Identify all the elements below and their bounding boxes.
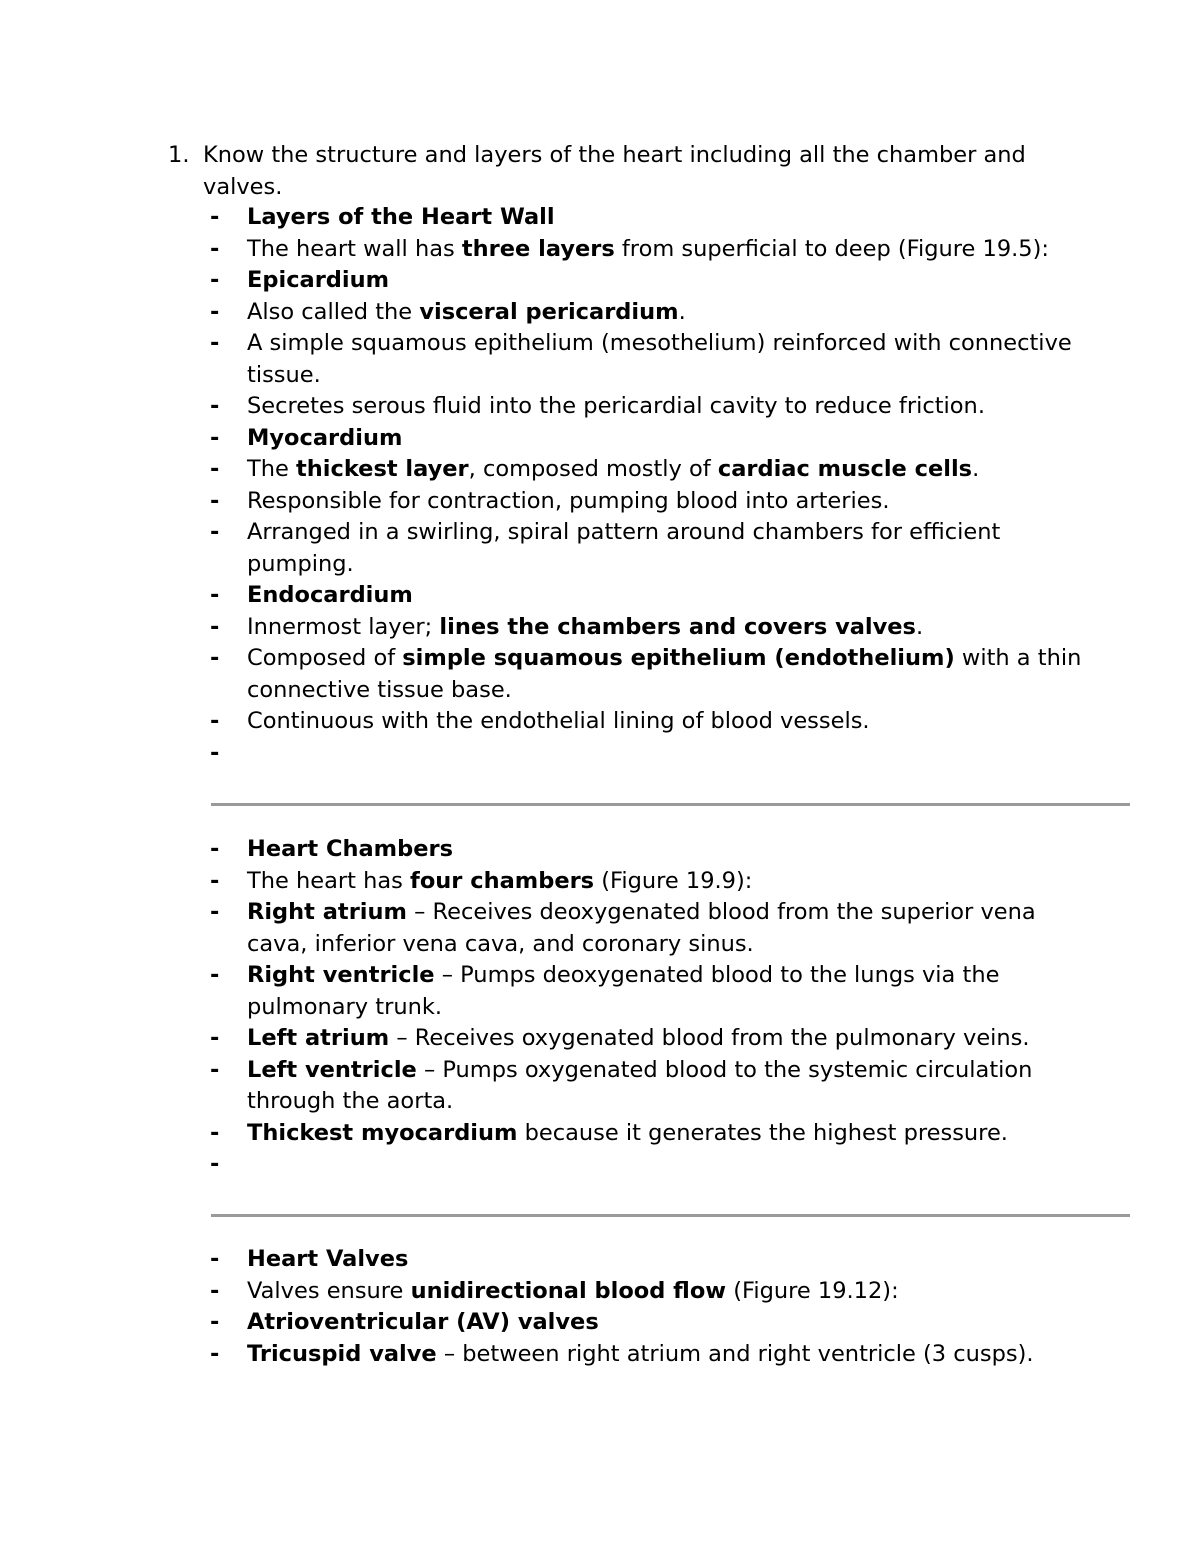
bullet-dash: - — [210, 330, 220, 356]
bullet-dash: - — [210, 267, 220, 293]
bullet-dash: - — [210, 1119, 220, 1146]
heart-valves-section — [210, 1244, 1090, 1370]
text-run: Composed of — [247, 645, 403, 671]
bullet-dash: - — [210, 487, 220, 514]
text-run: The heart has — [247, 867, 411, 894]
bullet-dash: - — [210, 867, 220, 894]
text-run: The — [247, 456, 296, 482]
bullet-dash: - — [210, 204, 220, 230]
text-run: Secretes serous fluid into the pericardial cavity to reduce friction. — [247, 393, 985, 419]
bold-text: Layers of the Heart Wall — [247, 204, 555, 230]
text-run: with a thin connective tissue base. — [247, 645, 1082, 703]
bullet-item — [210, 834, 1090, 866]
horizontal-rule — [211, 1214, 1130, 1217]
bullet-item — [210, 1118, 1090, 1150]
text-run: . — [678, 298, 686, 325]
text-run: Responsible for contraction, pumping blood into arteries. — [247, 487, 890, 514]
bold-text: Heart Chambers — [247, 836, 453, 862]
text-run: . — [972, 456, 980, 482]
bold-text: Right atrium — [247, 899, 407, 925]
bullet-item — [210, 1307, 1090, 1339]
bullet-dash: - — [210, 739, 220, 766]
bullet-item — [210, 706, 1090, 738]
bullet-dash: - — [210, 456, 220, 482]
bullet-item — [210, 486, 1090, 518]
bullet-item — [210, 1276, 1090, 1308]
bullet-item — [210, 738, 1090, 770]
bold-text: Epicardium — [247, 267, 390, 293]
bullet-item — [210, 234, 1090, 266]
heart-wall-section — [210, 202, 1090, 769]
bold-text: simple squamous epithelium (endothelium) — [402, 645, 955, 671]
text-run: Continuous with the endothelial lining of blood vessels. — [247, 708, 870, 734]
text-run: – Pumps deoxygenated blood to the lungs via the pulmonary trunk. — [247, 962, 1000, 1020]
bullet-dash: - — [210, 1025, 220, 1051]
numbered-item — [168, 140, 1048, 203]
bullet-item — [210, 866, 1090, 898]
bullet-item — [210, 265, 1090, 297]
bullet-item — [210, 328, 1090, 391]
text-run: Arranged in a swirling, spiral pattern around chambers for efficient pumping. — [247, 519, 1001, 577]
text-run: , composed mostly of — [468, 456, 718, 482]
bullet-item — [210, 1149, 1090, 1181]
bullet-dash: - — [210, 1340, 220, 1367]
bullet-item — [210, 454, 1090, 486]
bullet-item — [210, 202, 1090, 234]
bullet-item — [210, 897, 1090, 960]
bold-text: cardiac muscle cells — [717, 456, 973, 482]
bullet-item — [210, 517, 1090, 580]
bullet-dash: - — [210, 424, 220, 451]
text-run: (Figure 19.12): — [726, 1277, 899, 1304]
bullet-item — [210, 643, 1090, 706]
bullet-dash: - — [210, 613, 220, 640]
bullet-item — [210, 1339, 1090, 1371]
bullet-dash: - — [210, 645, 220, 671]
bold-text: Heart Valves — [247, 1246, 409, 1272]
bullet-dash: - — [210, 1309, 220, 1335]
bullet-item — [210, 580, 1090, 612]
bullet-dash: - — [210, 962, 220, 988]
bold-text: Atrioventricular (AV) valves — [247, 1309, 599, 1335]
bold-text: Right ventricle — [247, 962, 435, 988]
bullet-dash: - — [210, 519, 220, 545]
text-run: because it generates the highest pressure. — [517, 1119, 1008, 1146]
bullet-item — [210, 297, 1090, 329]
bullet-dash: - — [210, 708, 220, 734]
bullet-dash: - — [210, 899, 220, 925]
bold-text: Left atrium — [247, 1025, 390, 1051]
bullet-item — [210, 391, 1090, 423]
text-run: – between right atrium and right ventricle (3 cusps). — [436, 1340, 1034, 1367]
text-run: – Receives deoxygenated blood from the superior vena cava, inferior vena cava, and coronary sinus. — [247, 899, 1036, 957]
bullet-dash: - — [210, 1151, 220, 1177]
bullet-dash: - — [210, 1056, 220, 1083]
bullet-item — [210, 960, 1090, 1023]
text-run: A simple squamous epithelium (mesothelium) reinforced with connective tissue. — [247, 330, 1072, 388]
text-run: – Receives oxygenated blood from the pulmonary veins. — [389, 1025, 1030, 1051]
bullet-item — [210, 423, 1090, 455]
bullet-dash: - — [210, 836, 220, 862]
item-text: Know the structure and layers of the heart including all the chamber and valves. — [203, 142, 1026, 200]
bullet-dash: - — [210, 1277, 220, 1304]
bullet-dash: - — [210, 235, 220, 262]
bold-text: four chambers — [410, 867, 595, 894]
bullet-item — [210, 1023, 1090, 1055]
bold-text: visceral pericardium — [419, 298, 679, 325]
bold-text: Myocardium — [247, 424, 403, 451]
text-run: Innermost layer; — [247, 613, 440, 640]
bold-text: three layers — [461, 235, 615, 262]
heart-chambers-section — [210, 834, 1090, 1181]
bold-text: thickest layer — [296, 456, 469, 482]
bullet-item — [210, 1055, 1090, 1118]
bullet-item — [210, 612, 1090, 644]
bullet-dash: - — [210, 298, 220, 325]
text-run: Also called the — [247, 298, 420, 325]
bold-text: Thickest myocardium — [247, 1119, 518, 1146]
text-run: (Figure 19.9): — [594, 867, 753, 894]
text-run: The heart wall has — [247, 235, 462, 262]
bullet-dash: - — [210, 393, 220, 419]
text-run: . — [915, 613, 924, 640]
item-number: 1. — [168, 142, 190, 168]
bold-text: Endocardium — [247, 582, 413, 608]
bold-text: Left ventricle — [247, 1056, 417, 1083]
text-run: – Pumps oxygenated blood to the systemic circulation through the aorta. — [247, 1056, 1033, 1114]
bullet-dash: - — [210, 582, 220, 608]
text-run: Valves ensure — [247, 1277, 411, 1304]
bold-text: lines the chambers and covers valves — [439, 613, 916, 640]
bold-text: Tricuspid valve — [247, 1340, 437, 1367]
bold-text: unidirectional blood flow — [410, 1277, 727, 1304]
horizontal-rule — [211, 803, 1130, 806]
text-run: from superficial to deep (Figure 19.5): — [614, 235, 1049, 262]
bullet-item — [210, 1244, 1090, 1276]
bullet-dash: - — [210, 1246, 220, 1272]
